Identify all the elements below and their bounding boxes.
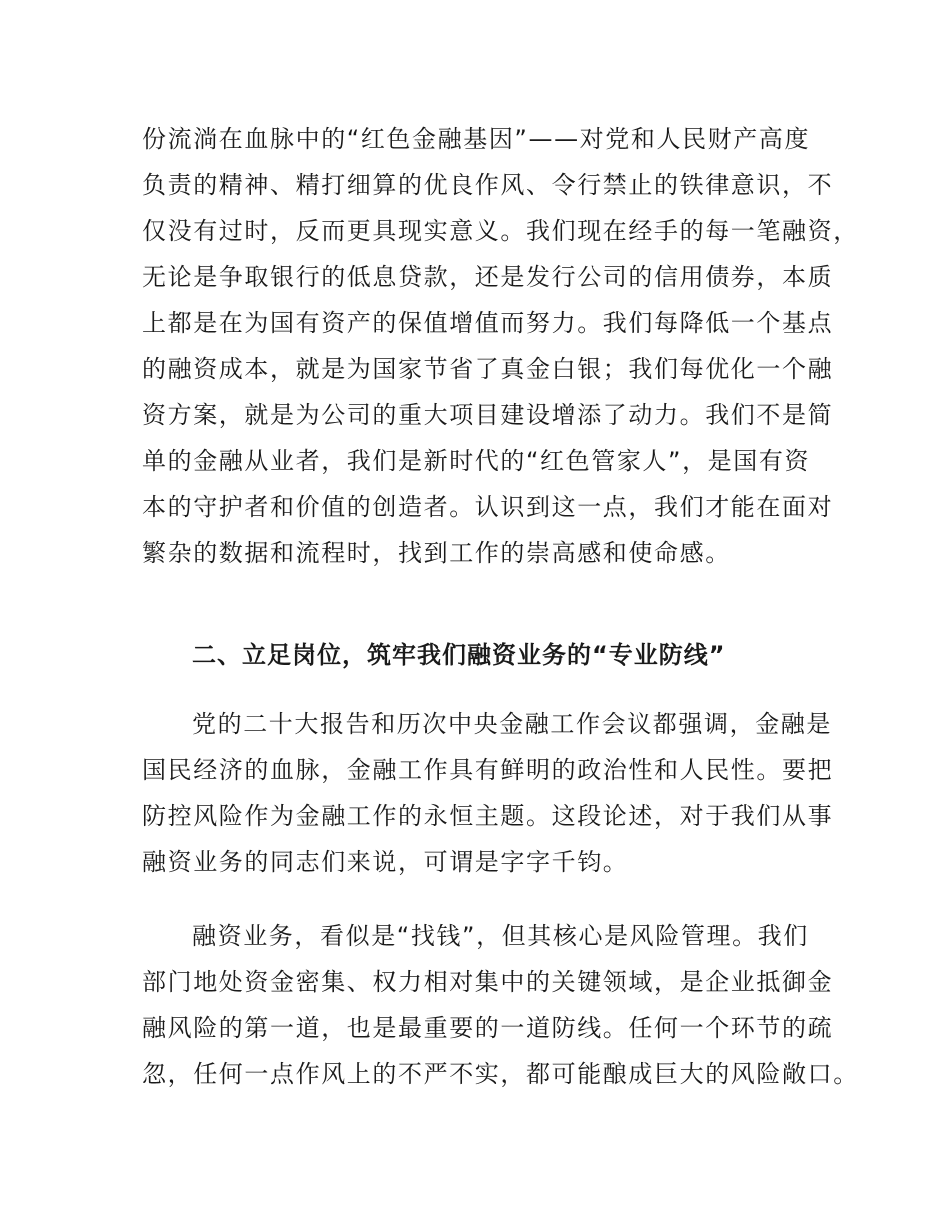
paragraph-2-line: 融资业务的同志们来说，可谓是字字千钧。	[142, 848, 629, 876]
paragraph-3-line: 忽，任何一点作风上的不严不实，都可能酿成巨大的风险敞口。	[142, 1060, 859, 1088]
paragraph-2-line: 党的二十大报告和历次中央金融工作会议都强调，金融是	[192, 710, 832, 738]
paragraph-1-line: 份流淌在血脉中的“红色金融基因”——对党和人民财产高度	[142, 125, 811, 153]
paragraph-1-line: 资方案，就是为公司的重大项目建设增添了动力。我们不是简	[142, 401, 834, 429]
paragraph-1-line: 的融资成本，就是为国家节省了真金白银；我们每优化一个融	[142, 355, 834, 383]
paragraph-3-line: 融风险的第一道，也是最重要的一道防线。任何一个环节的疏	[142, 1014, 834, 1042]
section-heading-text: 二、立足岗位，筑牢我们融资业务的“专业防线”	[192, 641, 726, 669]
paragraph-2	[142, 701, 834, 885]
paragraph-1-line: 繁杂的数据和流程时，找到工作的崇高感和使命感。	[142, 539, 731, 567]
paragraph-1-line: 单的金融从业者，我们是新时代的“红色管家人”，是国有资	[142, 447, 811, 475]
paragraph-1-line: 仅没有过时，反而更具现实意义。我们现在经手的每一笔融资，	[142, 217, 859, 245]
paragraph-3	[142, 913, 859, 1097]
paragraph-1-line: 无论是争取银行的低息贷款，还是发行公司的信用债券，本质	[142, 263, 834, 291]
paragraph-1-line: 负责的精神、精打细算的优良作风、令行禁止的铁律意识，不	[142, 171, 834, 199]
paragraph-3-line: 部门地处资金密集、权力相对集中的关键领域，是企业抵御金	[142, 968, 834, 996]
paragraph-1	[142, 116, 859, 576]
paragraph-2-line: 防控风险作为金融工作的永恒主题。这段论述，对于我们从事	[142, 802, 834, 830]
section-heading	[142, 632, 810, 678]
paragraph-1-line: 上都是在为国有资产的保值增值而努力。我们每降低一个基点	[142, 309, 834, 337]
paragraph-2-line: 国民经济的血脉，金融工作具有鲜明的政治性和人民性。要把	[142, 756, 834, 784]
paragraph-3-line: 融资业务，看似是“找钱”，但其核心是风险管理。我们	[192, 922, 809, 950]
paragraph-1-line: 本的守护者和价值的创造者。认识到这一点，我们才能在面对	[142, 493, 834, 521]
